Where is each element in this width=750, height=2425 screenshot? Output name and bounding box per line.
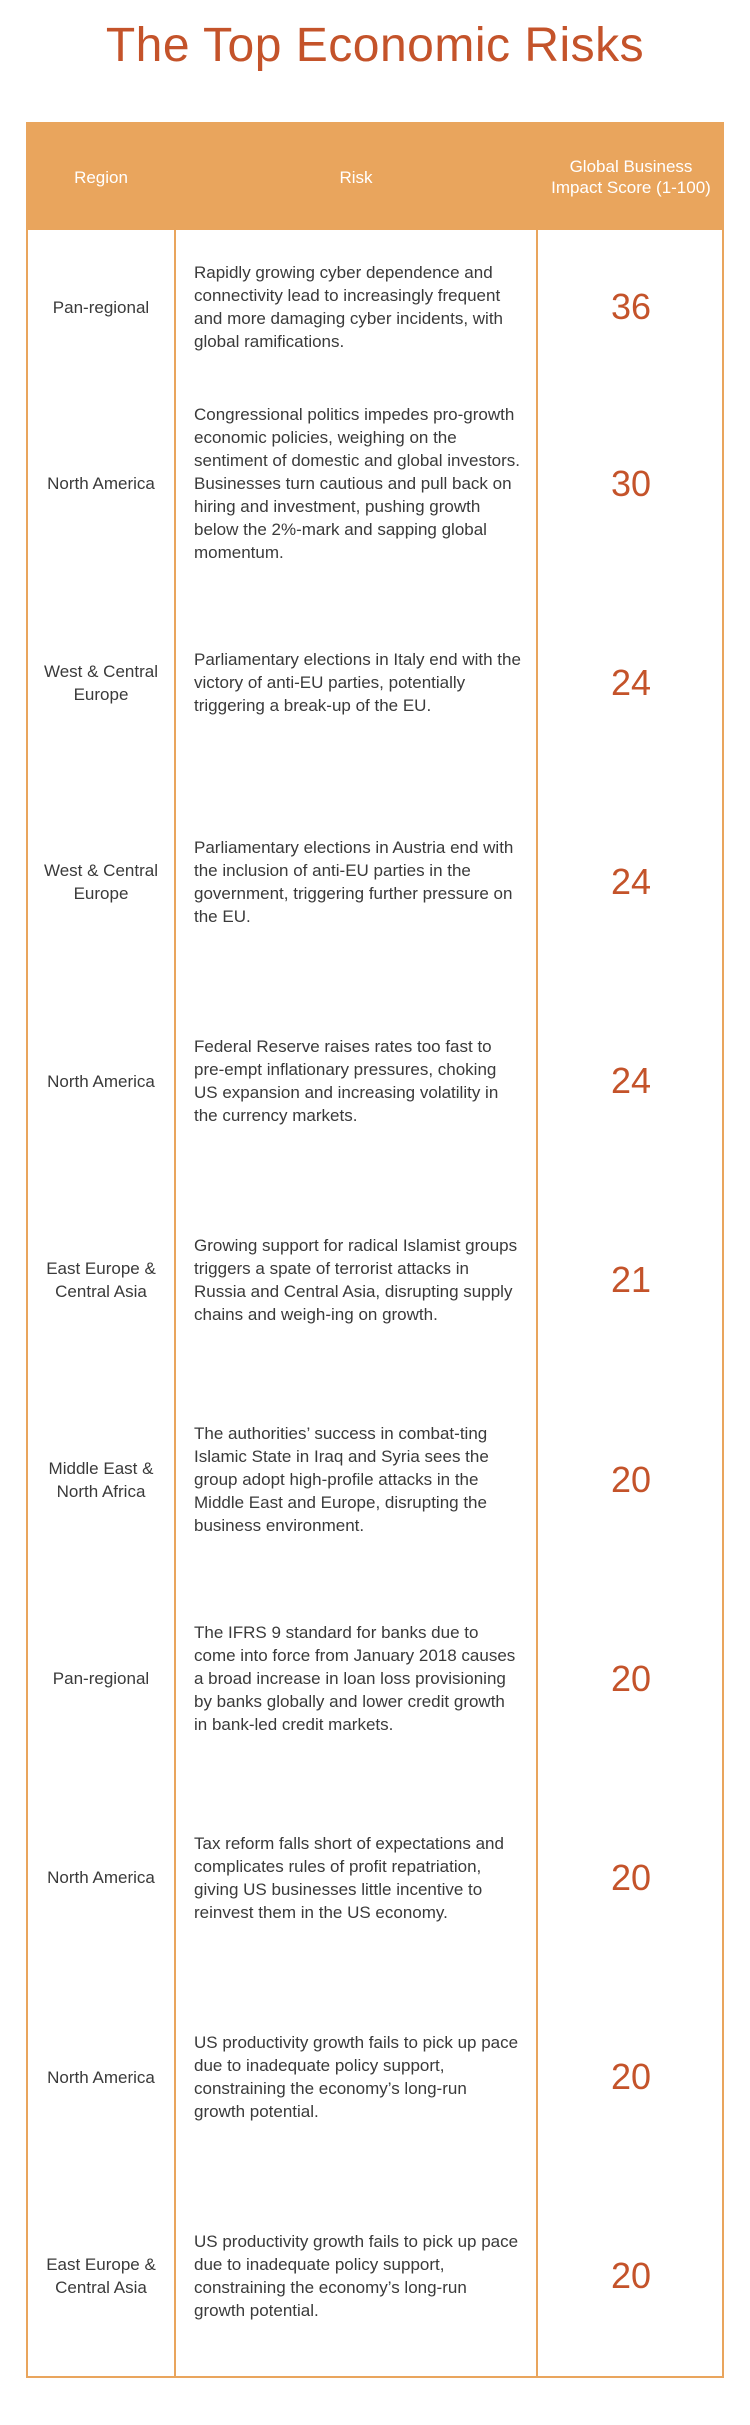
table-row [28, 982, 722, 1181]
risk-cell: US productivity growth fails to pick up pace due to inadequate policy support, constraining the economy’s long-run growth potential. [194, 2033, 519, 2122]
table-row [28, 2177, 722, 2376]
header-risk: Risk [339, 167, 373, 187]
table-row [28, 1778, 722, 1977]
score-cell: 30 [610, 462, 652, 504]
risks-table [26, 122, 724, 2378]
region-cell: Middle East & North Africa [48, 1458, 154, 1501]
score-cell: 20 [610, 2056, 652, 2098]
region-cell: West & Central Europe [43, 860, 158, 903]
table-row [28, 384, 722, 583]
region-cell: North America [47, 1868, 155, 1888]
score-cell: 20 [610, 1657, 652, 1699]
region-cell: North America [47, 474, 155, 494]
table-row [28, 1380, 722, 1579]
risk-cell: US productivity growth fails to pick up pace due to inadequate policy support, constraining the economy’s long-run growth potential. [194, 2232, 519, 2321]
score-cell: 21 [610, 1259, 652, 1301]
table-row [28, 230, 722, 384]
risk-cell: The IFRS 9 standard for banks due to come into force from January 2018 causes a broad increase in loan loss provisioning by banks globally and lower credit growth in bank-led credit markets. [194, 1623, 516, 1735]
risk-cell: Federal Reserve raises rates too fast to pre-empt inflationary pressures, choking US expansion and increasing volatility in the currency markets. [194, 1037, 499, 1126]
risk-cell: Congressional politics impedes pro-growth economic policies, weighing on the sentiment of domestic and global investors. Businesses turn cautious and pull back on hiring and investment, pushing growth below the 2%-mark and sapping global momentum. [194, 405, 521, 563]
region-cell: East Europe & Central Asia [46, 1259, 156, 1302]
region-cell: North America [47, 2067, 155, 2087]
table-row [28, 1181, 722, 1380]
risk-cell: Tax reform falls short of expectations and complicates rules of profit repatriation, giving US businesses little incentive to reinvest them in the US economy. [194, 1833, 504, 1922]
risk-cell: Parliamentary elections in Austria end with the inclusion of anti-EU parties in the government, triggering further pressure on the EU. [194, 837, 514, 926]
region-cell: Pan-regional [52, 1669, 150, 1689]
table-row [28, 1978, 722, 2177]
region-cell: Pan-regional [52, 297, 150, 317]
score-cell: 20 [610, 2255, 652, 2297]
region-cell: East Europe & Central Asia [46, 2255, 156, 2298]
score-cell: 24 [610, 661, 652, 703]
region-cell: North America [47, 1071, 155, 1091]
table-row [28, 583, 722, 782]
risk-cell: Parliamentary elections in Italy end with the victory of anti-EU parties, potentially triggering a break-up of the EU. [194, 650, 521, 716]
risk-cell: Growing support for radical Islamist groups triggers a spate of terrorist attacks in Russia and Central Asia, disrupting supply chains and weigh-ing on growth. [194, 1236, 518, 1325]
table-row [28, 782, 722, 981]
score-cell: 20 [610, 1458, 652, 1500]
page-title: The Top Economic Risks [105, 19, 645, 72]
region-cell: West & Central Europe [43, 661, 158, 704]
risk-cell: The authorities’ success in combat-ting Islamic State in Iraq and Syria sees the group adopt high-profile attacks in the Middle East and Europe, disrupting the business environment. [194, 1424, 489, 1536]
table-row [28, 1579, 722, 1778]
score-cell: 24 [610, 1060, 652, 1102]
risk-cell: Rapidly growing cyber dependence and connectivity lead to increasingly frequent and more damaging cyber incidents, with global ramifications. [194, 263, 503, 351]
table-header [28, 124, 722, 230]
score-cell: 36 [610, 286, 652, 327]
score-cell: 20 [610, 1856, 652, 1898]
header-score: Global Business Impact Score (1-100) [551, 157, 711, 197]
score-cell: 24 [610, 860, 652, 902]
header-region: Region [74, 167, 128, 187]
